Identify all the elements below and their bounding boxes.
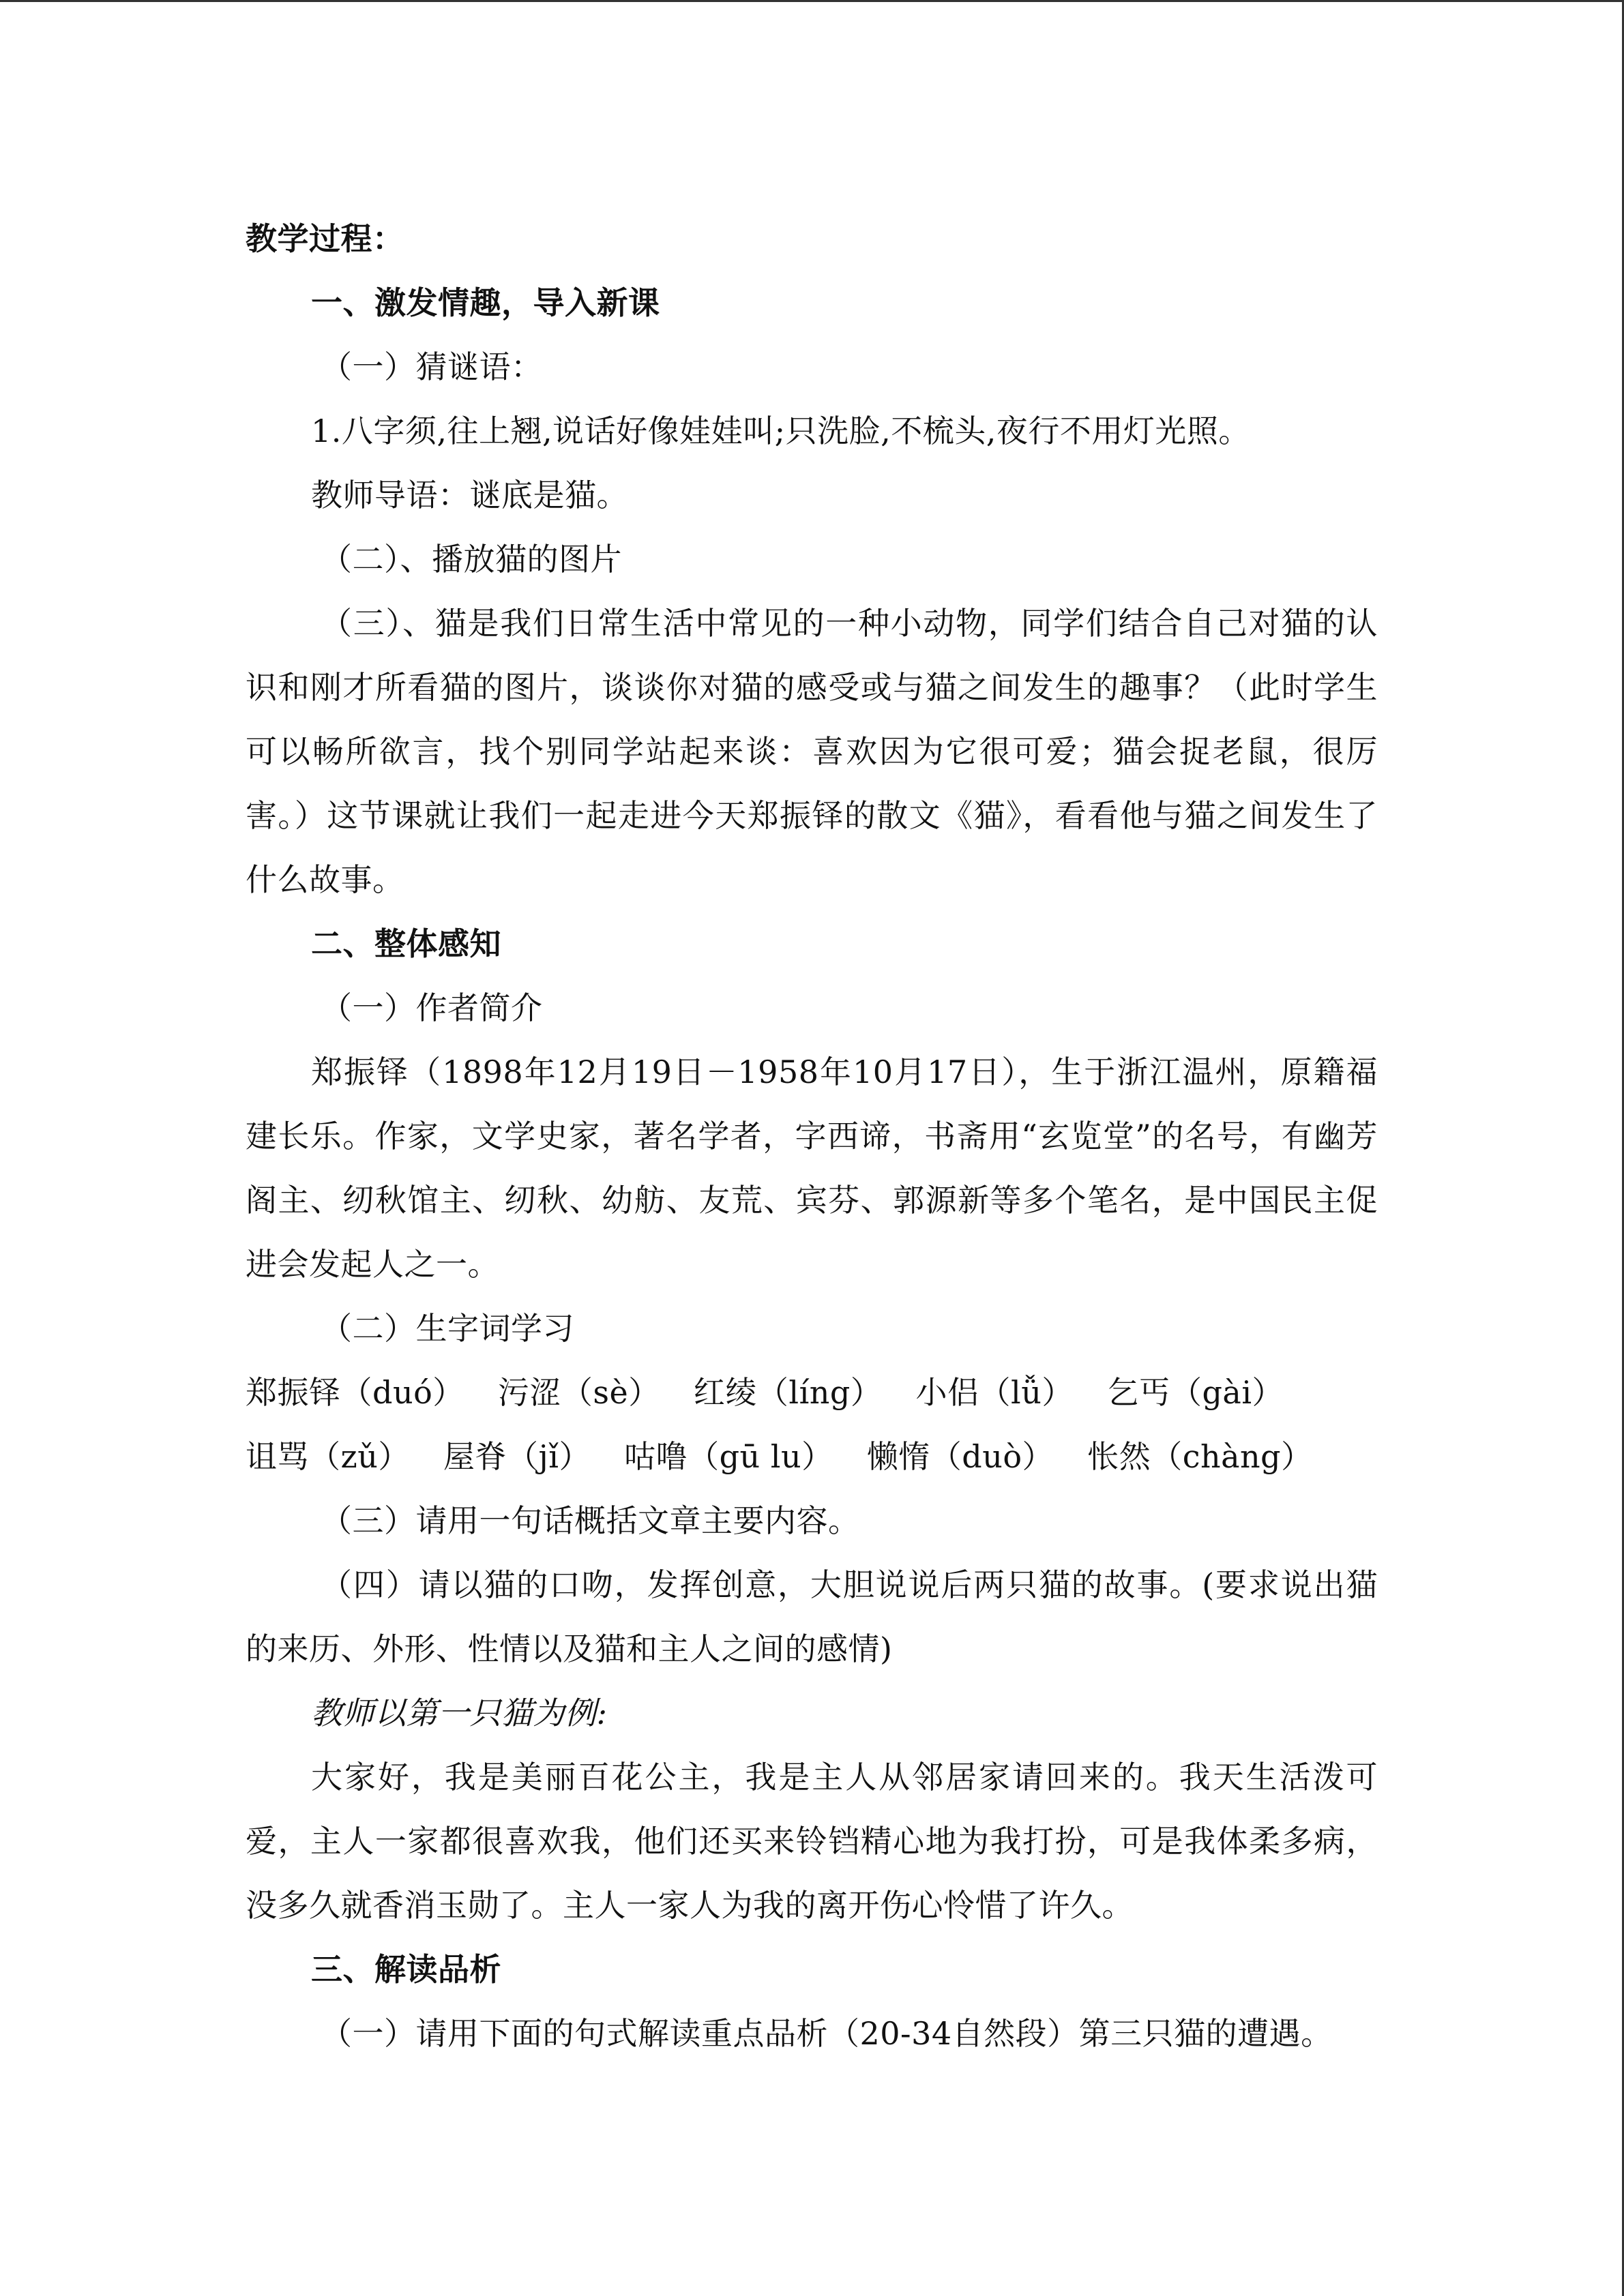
teacher-example-label: 教师以第一只猫为例: xyxy=(311,1695,608,1731)
vocab-item: 诅骂（zǔ） xyxy=(246,1438,410,1475)
author-bio: 郑振铎（1898年12月19日－1958年10月17日），生于浙江温州，原籍福建长乐。作家，文学史家，著名学者，字西谛，书斋用“玄览堂”的名号，有幽芳阁主、纫秋馆主、纫秋、幼舫、友荒、宾芬、郭源新等多个笔名，是中国民主促进会发起人之一。 xyxy=(246,1054,1378,1283)
vocab-item: 小侣（lǚ） xyxy=(915,1374,1074,1411)
section-1-sub-3: （三）、猫是我们日常生活中常见的一种小动物，同学们结合自己对猫的认识和刚才所看猫的图片，谈谈你对猫的感受或与猫之间发生的趣事？（此时学生可以畅所欲言，找个别同学站起来谈：喜欢因为它很可爱；猫会捉老鼠，很厉害。）这节课就让我们一起走进今天郑振铎的散文《猫》，看看他与猫之间发生了什么故事。 xyxy=(246,605,1378,898)
vocab-row-1 xyxy=(246,1360,1378,1425)
vocab-item: 郑振铎（duó） xyxy=(246,1374,464,1411)
vocab-item: 怅然（chàng） xyxy=(1087,1438,1313,1475)
teacher-intro: 教师导语：谜底是猫。 xyxy=(311,477,628,513)
vocab-item: 懒惰（duò） xyxy=(866,1438,1054,1475)
vocab-item: 乞丐（gài） xyxy=(1106,1374,1284,1411)
riddle-text: 1.八字须,往上翘,说话好像娃娃叫;只洗脸,不梳头,夜行不用灯光照。 xyxy=(311,413,1250,449)
section-1-title: 一、激发情趣，导入新课 xyxy=(311,284,660,321)
vocab-item: 咕噜（gū lu） xyxy=(624,1438,833,1475)
document-body xyxy=(246,207,1378,2066)
section-1-sub-2: （二）、播放猫的图片 xyxy=(321,541,622,578)
teacher-example-text: 大家好，我是美丽百花公主，我是主人从邻居家请回来的。我天生活泼可爱，主人一家都很喜欢我，他们还买来铃铛精心地为我打扮，可是我体柔多病，没多久就香消玉勋了。主人一家人为我的离开伤心怜惜了许久。 xyxy=(246,1759,1378,1924)
section-3-title: 三、解读品析 xyxy=(311,1951,501,1988)
section-2-title: 二、整体感知 xyxy=(311,925,501,962)
vocab-heading: （二）生字词学习 xyxy=(321,1310,574,1347)
vocab-item: 屋脊（jǐ） xyxy=(443,1438,591,1475)
author-intro-heading: （一）作者简介 xyxy=(321,989,543,1026)
section-3-sub-1: （一）请用下面的句式解读重点品析（20-34自然段）第三只猫的遭遇。 xyxy=(321,2015,1333,2052)
summary-task: （三）请用一句话概括文章主要内容。 xyxy=(321,1502,860,1539)
vocab-item: 污涩（sè） xyxy=(497,1374,660,1411)
story-task: （四）请以猫的口吻，发挥创意，大胆说说后两只猫的故事。(要求说出猫的来历、外形、性情以及猫和主人之间的感情) xyxy=(246,1566,1378,1667)
doc-heading: 教学过程： xyxy=(246,220,404,257)
vocab-item: 红绫（líng） xyxy=(693,1374,883,1411)
section-1-sub-1: （一）猜谜语： xyxy=(321,348,543,385)
vocab-row-2 xyxy=(246,1425,1378,1489)
